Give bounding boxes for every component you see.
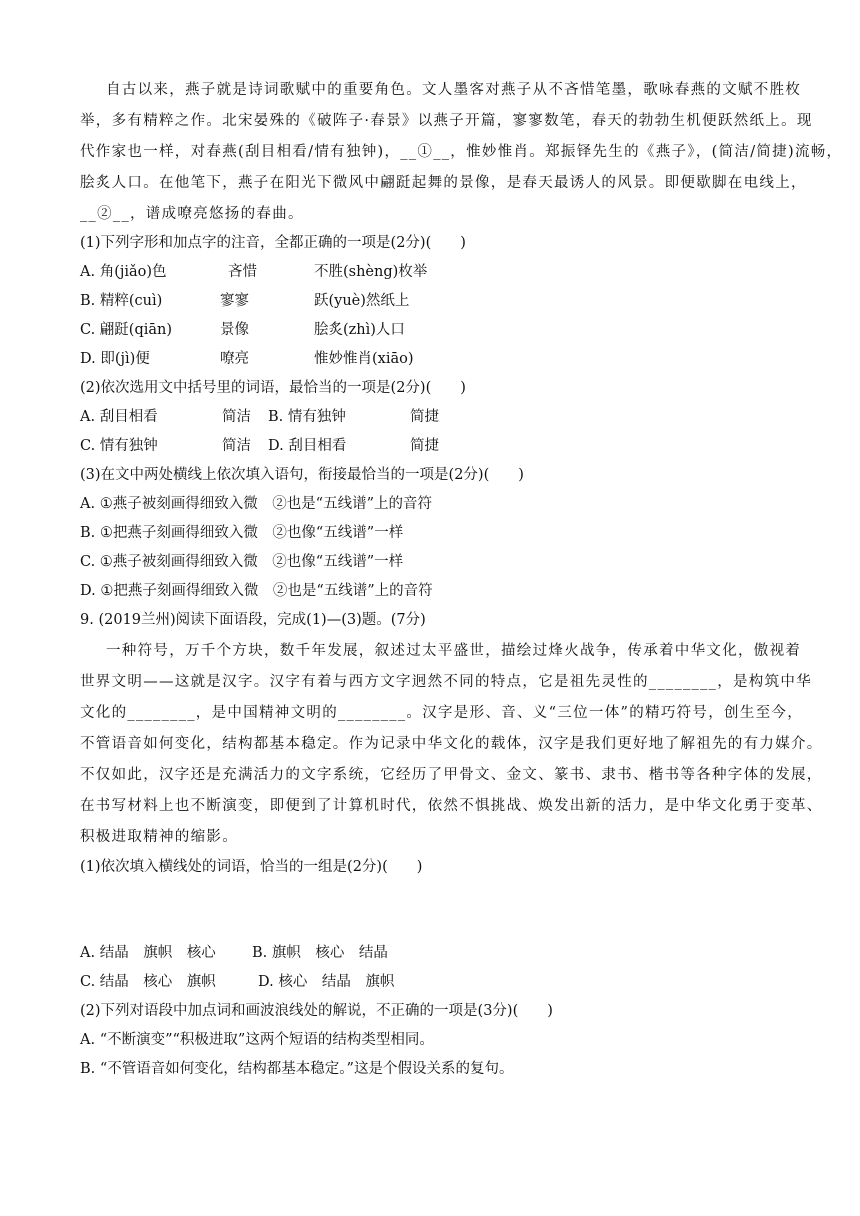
option-text: 脍炙(zhì)人口 bbox=[314, 322, 405, 338]
option-text: 惟妙惟肖(xiāo) bbox=[314, 351, 414, 367]
option-text: C. 情有独钟 bbox=[80, 438, 158, 454]
question-9-title: 9. (2019兰州)阅读下面语段，完成(1)—(3)题。(7分) bbox=[80, 612, 426, 628]
passage-1-line: __②__，谱成嘹亮悠扬的春曲。 bbox=[80, 206, 304, 222]
option-text: A. 结晶 旗帜 核心 bbox=[80, 945, 216, 961]
passage-1-line: 代作家也一样，对春燕(刮目相看/情有独钟)，__①__，惟妙惟肖。郑振铎先生的《燕子》，(简洁/简捷)流畅， bbox=[80, 144, 843, 160]
option-text: A. 刮目相看 bbox=[80, 409, 158, 425]
option-text: 寥寥 bbox=[220, 293, 249, 309]
passage-2-line: 世界文明——这就是汉字。汉字有着与西方文字迥然不同的特点，它是祖先灵性的________，是构筑中华 bbox=[80, 674, 812, 690]
option-text: D. 刮目相看 bbox=[268, 438, 347, 454]
question-9-1-stem: (1)依次填入横线处的词语，恰当的一组是(2分)( ) bbox=[80, 859, 423, 875]
option-text: B. 旗帜 核心 结晶 bbox=[252, 945, 388, 961]
passage-1-line: 自古以来，燕子就是诗词歌赋中的重要角色。文人墨客对燕子从不吝惜笔墨，歌咏春燕的文赋不胜枚 bbox=[106, 82, 802, 98]
option-text: A. 角(jiǎo)色 bbox=[80, 264, 167, 280]
question-3-option-b: B. ①把燕子刻画得细致入微 ②也像“五线谱”一样 bbox=[80, 525, 404, 541]
passage-1-line: 脍炙人口。在他笔下，燕子在阳光下微风中翩跹起舞的景像，是春天最诱人的风景。即便歇脚在电线上， bbox=[80, 175, 807, 191]
option-text: 景像 bbox=[220, 322, 249, 338]
option-text: 吝惜 bbox=[228, 264, 257, 280]
question-3-option-c: C. ①燕子被刻画得细致入微 ②也像“五线谱”一样 bbox=[80, 554, 404, 570]
option-text: D. 核心 结晶 旗帜 bbox=[258, 974, 395, 990]
option-text: B. 精粹(cuì) bbox=[80, 293, 163, 309]
question-9-2-stem: (2)下列对语段中加点词和画波浪线处的解说，不正确的一项是(3分)( ) bbox=[80, 1003, 553, 1019]
question-9-2-option-b: B. “不管语音如何变化，结构都基本稳定。”这是个假设关系的复句。 bbox=[80, 1061, 514, 1077]
question-3-option-a: A. ①燕子被刻画得细致入微 ②也是“五线谱”上的音符 bbox=[80, 496, 433, 512]
passage-2-line: 一种符号，万千个方块，数千年发展，叙述过太平盛世，描绘过烽火战争，传承着中华文化，傲视着 bbox=[106, 643, 802, 659]
option-text: B. 情有独钟 bbox=[268, 409, 346, 425]
option-text: 简捷 bbox=[410, 409, 439, 425]
question-1-stem: (1)下列字形和加点字的注音，全都正确的一项是(2分)( ) bbox=[80, 235, 466, 251]
option-text: C. 翩跹(qiān) bbox=[80, 322, 173, 338]
passage-2-line: 不管语音如何变化，结构都基本稳定。作为记录中华文化的载体，汉字是我们更好地了解祖先的有力媒介。 bbox=[80, 736, 823, 752]
question-3-stem: (3)在文中两处横线上依次填入语句，衔接最恰当的一项是(2分)( ) bbox=[80, 467, 524, 483]
question-2-stem: (2)依次选用文中括号里的词语，最恰当的一项是(2分)( ) bbox=[80, 380, 466, 396]
passage-2-line: 不仅如此，汉字还是充满活力的文字系统，它经历了甲骨文、金文、篆书、隶书、楷书等各种字体的发展， bbox=[80, 767, 823, 783]
option-text: 跃(yuè)然纸上 bbox=[314, 293, 410, 309]
option-text: 嘹亮 bbox=[220, 351, 249, 367]
option-text: 简洁 bbox=[222, 438, 251, 454]
question-3-option-d: D. ①把燕子刻画得细致入微 ②也是“五线谱”上的音符 bbox=[80, 583, 433, 599]
passage-1-line: 举，多有精粹之作。北宋晏殊的《破阵子·春景》以燕子开篇，寥寥数笔，春天的勃勃生机便跃然纸上。现 bbox=[80, 113, 813, 129]
option-text: 简捷 bbox=[410, 438, 439, 454]
passage-2-line: 积极进取精神的缩影。 bbox=[80, 829, 238, 845]
passage-2-line: 在书写材料上也不断演变，即便到了计算机时代，依然不惧挑战、焕发出新的活力，是中华文化勇于变革、 bbox=[80, 798, 823, 814]
option-text: C. 结晶 核心 旗帜 bbox=[80, 974, 216, 990]
question-9-2-option-a: A. “不断演变”“积极进取”这两个短语的结构类型相同。 bbox=[80, 1032, 434, 1048]
option-text: 不胜(shèng)枚举 bbox=[314, 264, 428, 280]
passage-2-line: 文化的________，是中国精神文明的________。汉字是形、音、义“三位一体”的精巧符号，创生至今， bbox=[80, 705, 804, 721]
option-text: 简洁 bbox=[222, 409, 251, 425]
option-text: D. 即(jì)便 bbox=[80, 351, 150, 367]
